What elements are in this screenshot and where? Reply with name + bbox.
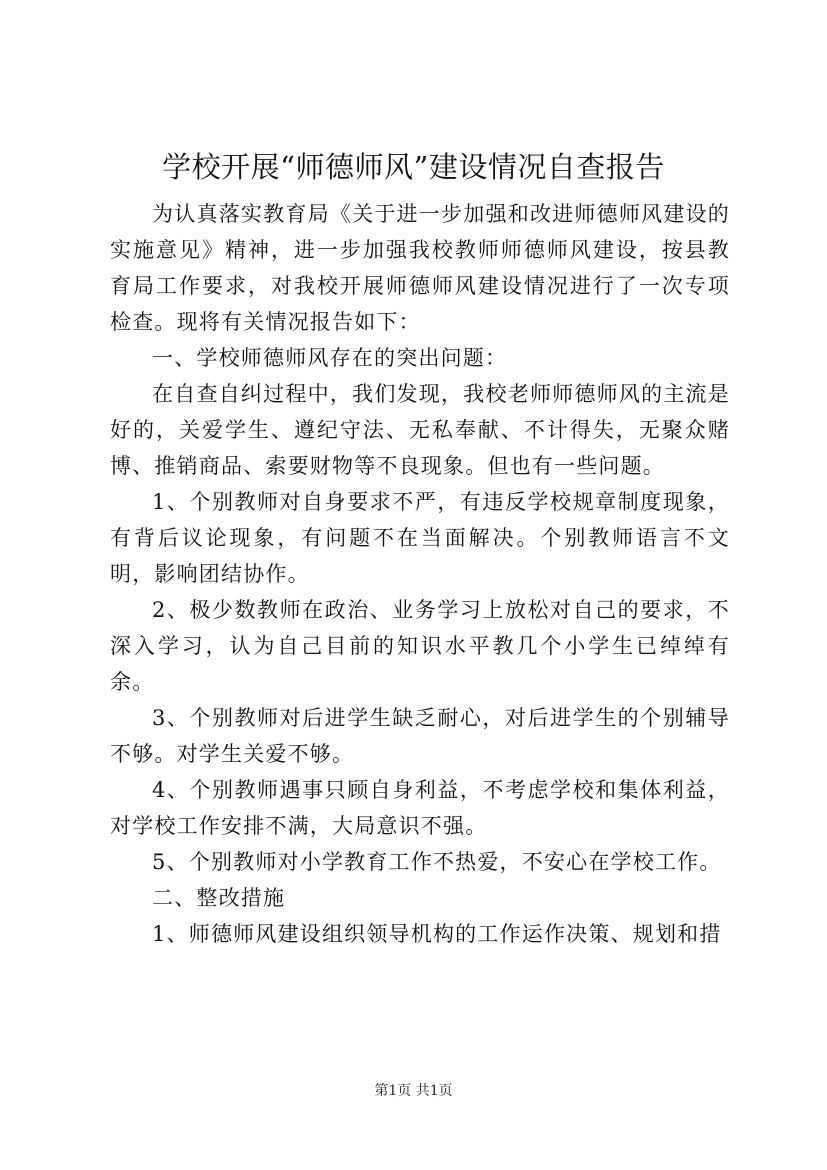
section-heading-problems: 一、学校师德师风存在的突出问题： — [152, 346, 508, 370]
list-item-problem-3: 3、个别教师对后进学生缺乏耐心，对后进学生的个别辅导不够。对学生关爱不够。 — [110, 706, 730, 766]
paragraph-intro: 为认真落实教育局《关于进一步加强和改进师德师风建设的实施意见》精神，进一步加强我校教师师德师风建设，按县教育局工作要求，对我校开展师德师风建设情况进行了一次专项检查。现将有关情况报告如下： — [110, 202, 730, 334]
section-heading-measures: 二、整改措施 — [152, 886, 286, 910]
list-item-problem-2: 2、极少数教师在政治、业务学习上放松对自己的要求，不深入学习，认为自己目前的知识水平教几个小学生已绰绰有余。 — [110, 598, 730, 694]
list-item-problem-4: 4、个别教师遇事只顾自身利益，不考虑学校和集体利益，对学校工作安排不满，大局意识不强。 — [110, 778, 730, 838]
document-body — [110, 196, 730, 952]
document-title: 学校开展“师德师风”建设情况自查报告 — [162, 150, 665, 184]
list-item-problem-1: 1、个别教师对自身要求不严，有违反学校规章制度现象，有背后议论现象，有问题不在当面解决。个别教师语言不文明，影响团结协作。 — [110, 490, 730, 586]
page-number-footer: 第1页 共1页 — [374, 1083, 453, 1099]
list-item-problem-5: 5、个别教师对小学教育工作不热爱，不安心在学校工作。 — [152, 850, 722, 874]
paragraph-self-check: 在自查自纠过程中，我们发现，我校老师师德师风的主流是好的，关爱学生、遵纪守法、无私奉献、不计得失，无聚众赌博、推销商品、索要财物等不良现象。但也有一些问题。 — [110, 382, 730, 478]
list-item-measure-1: 1、师德师风建设组织领导机构的工作运作决策、规划和措 — [152, 922, 722, 946]
